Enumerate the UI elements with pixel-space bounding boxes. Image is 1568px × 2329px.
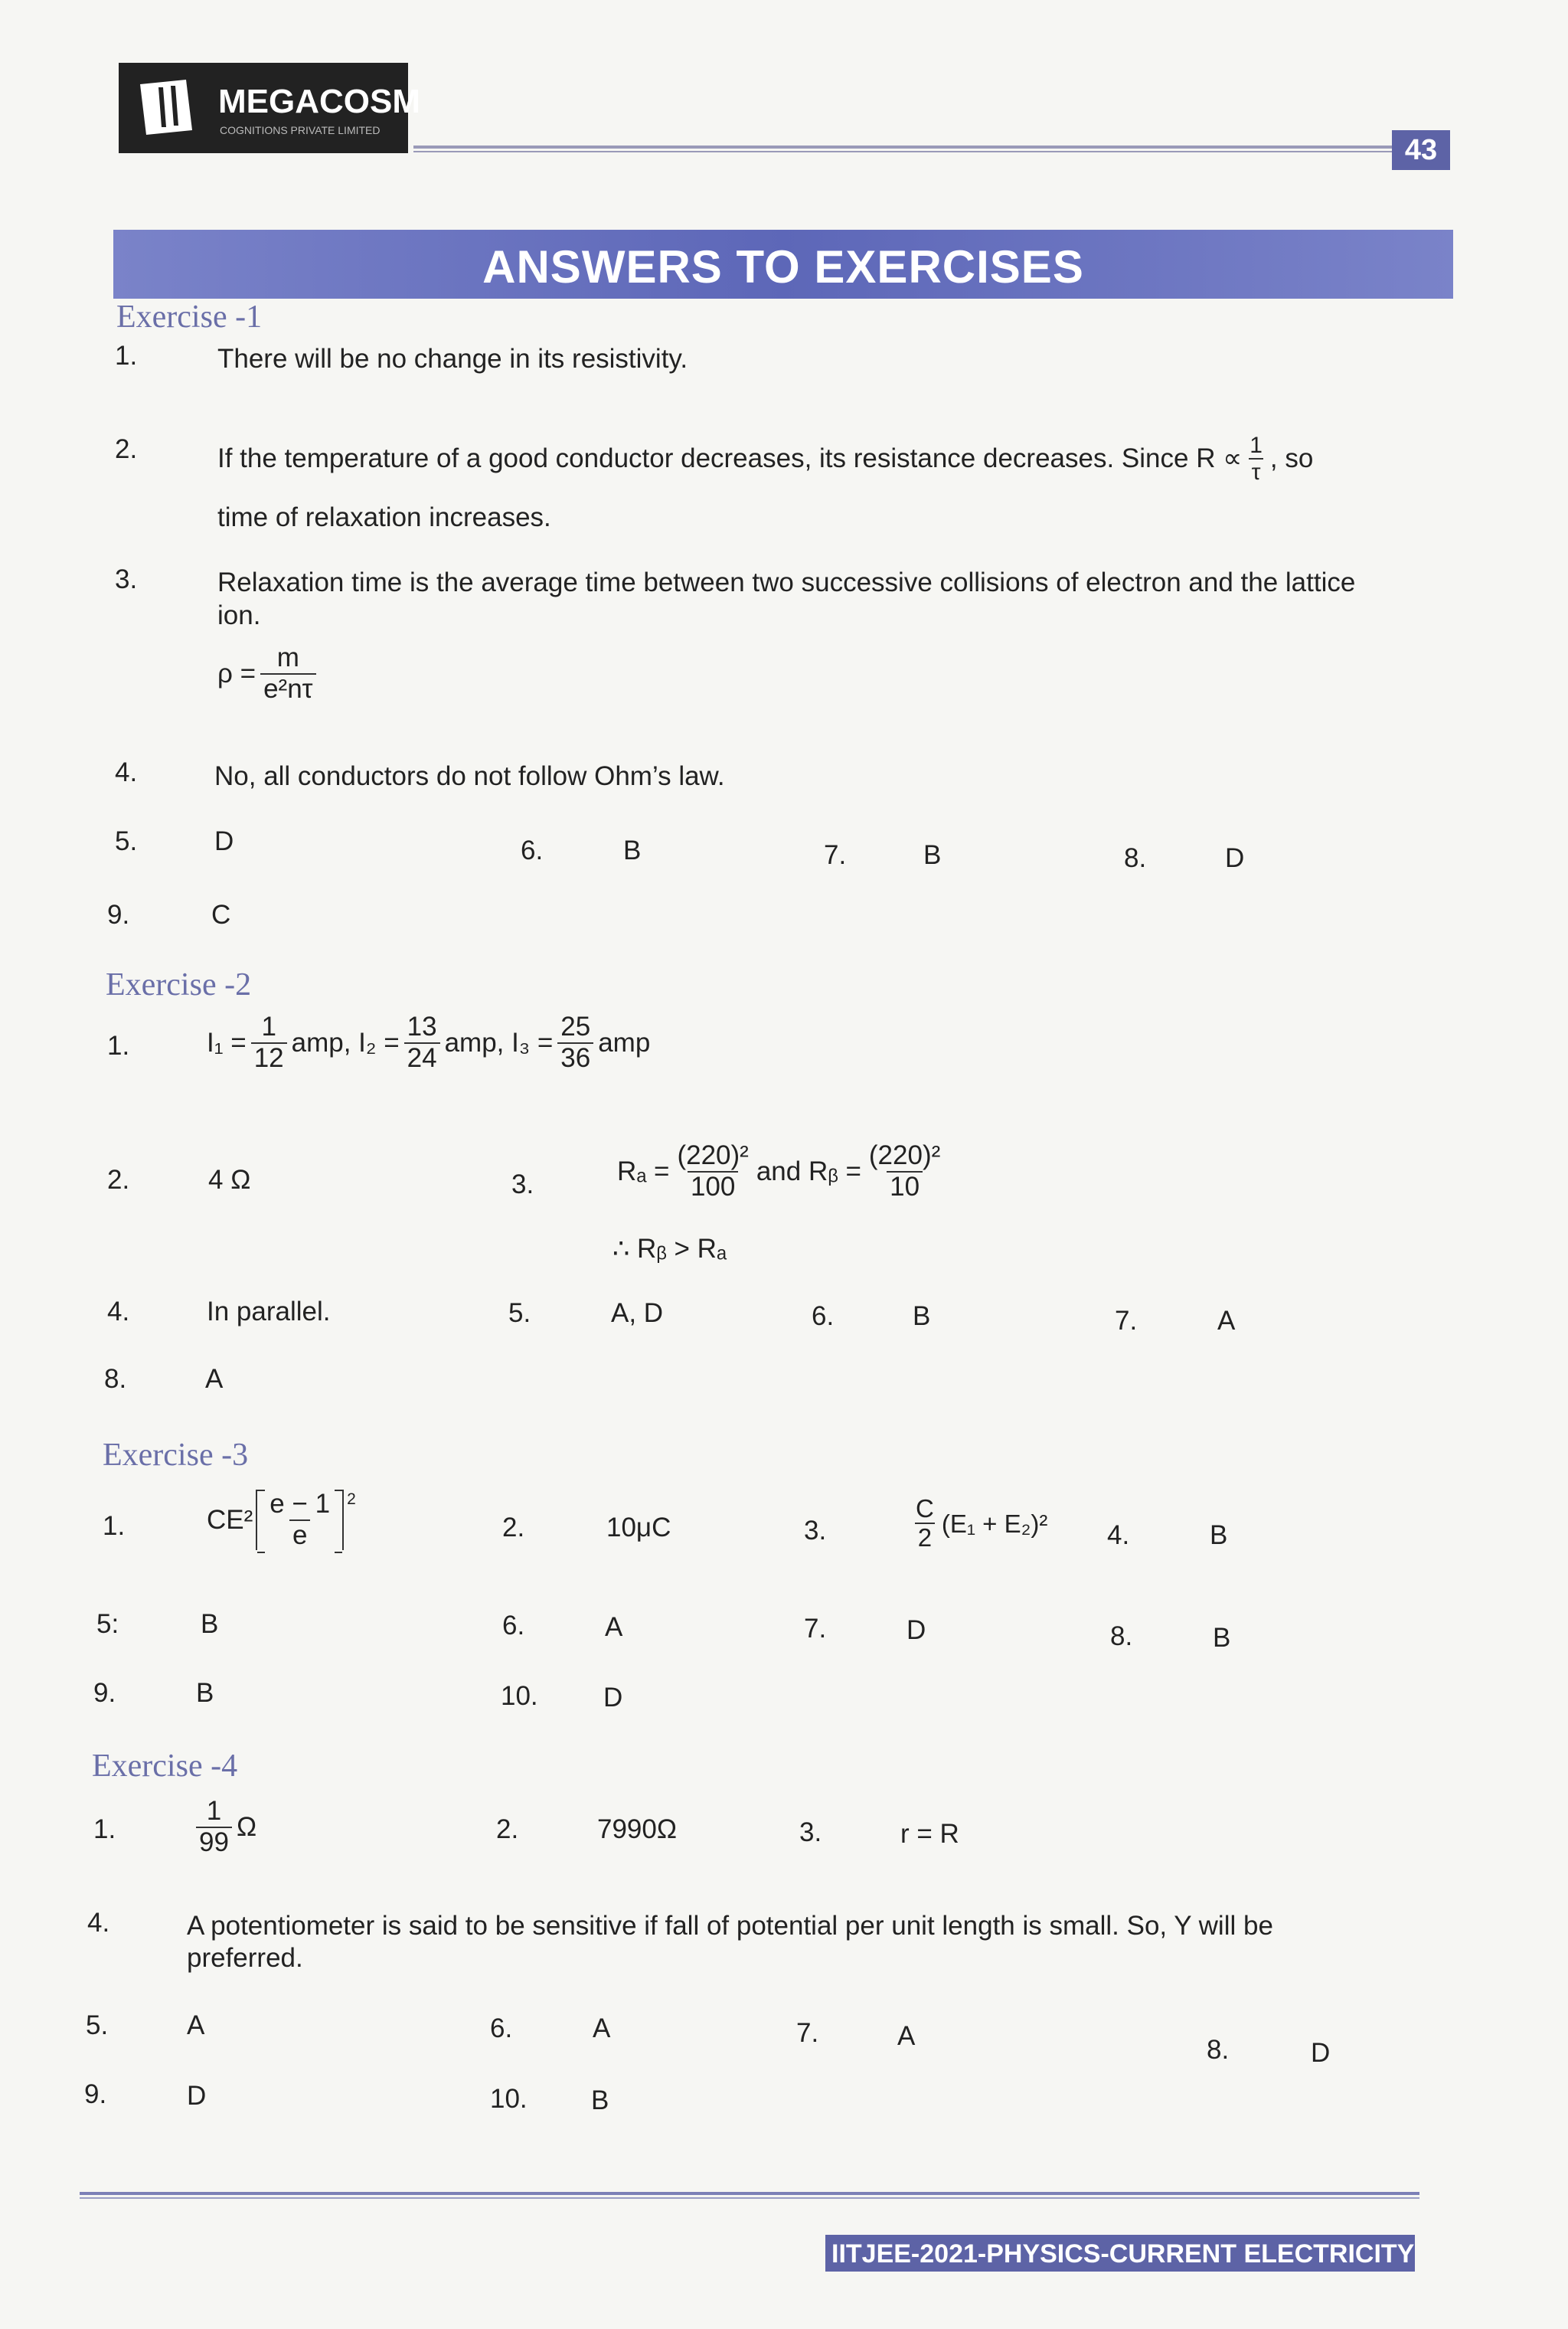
ex3-q5-number: 5: bbox=[96, 1609, 119, 1639]
ex4-q1-fraction bbox=[196, 1797, 232, 1857]
ex2-q1-i1: I₁ = bbox=[207, 1027, 247, 1058]
ex3-q3-number: 3. bbox=[804, 1516, 827, 1546]
page-number bbox=[1392, 130, 1450, 170]
ex3-q10-answer: D bbox=[603, 1683, 623, 1712]
logo bbox=[119, 63, 420, 153]
ex2-q3-frac2-den: 10 bbox=[887, 1171, 923, 1202]
ex2-q3-frac2-num: (220)² bbox=[868, 1140, 941, 1170]
ex1-q5-answer: D bbox=[214, 826, 234, 856]
ex1-q3-frac-den: e²nτ bbox=[260, 673, 315, 705]
ex1-q5-number: 5. bbox=[115, 826, 138, 856]
ex3-q5-answer: B bbox=[201, 1609, 219, 1639]
ex3-q1-ce: CE² bbox=[207, 1504, 253, 1535]
header-rule bbox=[413, 146, 1393, 149]
ex4-q4-number: 4. bbox=[87, 1908, 110, 1938]
logo-tagline: COGNITIONS PRIVATE LIMITED bbox=[220, 124, 381, 136]
exercise-2-heading: Exercise -2 bbox=[106, 967, 252, 1003]
ex4-q3-number: 3. bbox=[799, 1817, 822, 1847]
ex2-q6-answer: B bbox=[913, 1301, 931, 1331]
footer-rule-2 bbox=[80, 2197, 1419, 2199]
ex3-q3-frac-num: C bbox=[916, 1494, 934, 1523]
ex3-q9-number: 9. bbox=[93, 1678, 116, 1708]
ex3-q7-answer: D bbox=[906, 1615, 926, 1645]
ex2-q1-frac2 bbox=[404, 1012, 440, 1073]
ex3-q2-number: 2. bbox=[502, 1513, 525, 1542]
ex4-q9-number: 9. bbox=[84, 2079, 107, 2109]
ex2-q1-frac2-den: 24 bbox=[404, 1042, 440, 1074]
ex1-q2-frac-den: τ bbox=[1249, 458, 1264, 485]
ex3-q4-number: 4. bbox=[1107, 1520, 1130, 1550]
ex1-q9-answer: C bbox=[211, 900, 231, 930]
ex4-q4-line2: preferred. bbox=[187, 1943, 303, 1973]
ex1-q3-line1: Relaxation time is the average time between two successive collisions of electron and the lattice bbox=[217, 568, 1356, 597]
title-banner bbox=[113, 230, 1453, 299]
ex1-q2-text-a: If the temperature of a good conductor decreases, its resistance decreases. Since R ∝ bbox=[217, 443, 1243, 473]
ex2-q1-frac2-num: 13 bbox=[407, 1012, 437, 1042]
ex2-q3-frac2 bbox=[866, 1141, 943, 1202]
ex3-q1-square: 2 bbox=[347, 1490, 356, 1508]
ex4-q5-number: 5. bbox=[86, 2010, 109, 2040]
ex3-q9-answer: B bbox=[196, 1678, 214, 1708]
ex1-q3-lhs: ρ = bbox=[217, 658, 256, 689]
ex2-q3-frac1 bbox=[674, 1141, 751, 1202]
ex2-q1-frac3-den: 36 bbox=[557, 1042, 593, 1074]
ex4-q7-answer: A bbox=[897, 2021, 916, 2051]
ex2-q1-frac1 bbox=[251, 1012, 287, 1073]
page-number-text: 43 bbox=[1404, 134, 1438, 166]
ex4-q8-answer: D bbox=[1311, 2038, 1331, 2068]
ex2-q7-answer: A bbox=[1217, 1306, 1236, 1336]
ex3-q1-number: 1. bbox=[103, 1511, 126, 1541]
ex4-q5-answer: A bbox=[187, 2010, 205, 2040]
ex4-q1-number: 1. bbox=[93, 1814, 116, 1844]
ex4-q3-answer: r = R bbox=[900, 1819, 959, 1849]
ex4-q4-line1: A potentiometer is said to be sensitive if fall of potential per unit length is small. So, Y will be bbox=[187, 1911, 1273, 1941]
ex4-q10-answer: B bbox=[591, 2085, 609, 2115]
ex3-q8-answer: B bbox=[1213, 1623, 1231, 1653]
ex1-q3-line2: ion. bbox=[217, 600, 261, 630]
ex4-q8-number: 8. bbox=[1207, 2035, 1230, 2065]
logo-name: MEGACOSM bbox=[218, 83, 420, 120]
ex1-q8-number: 8. bbox=[1124, 843, 1147, 873]
ex1-q2-text-b: , so bbox=[1269, 443, 1314, 473]
ex2-q4-number: 4. bbox=[107, 1297, 130, 1326]
ex3-q10-number: 10. bbox=[501, 1681, 538, 1711]
exercise-1-heading: Exercise -1 bbox=[116, 299, 263, 335]
ex1-q3-fraction bbox=[260, 643, 315, 704]
ex2-q5-answer: A, D bbox=[611, 1298, 664, 1328]
ex1-q4-number: 4. bbox=[115, 757, 138, 787]
footer-rule bbox=[80, 2192, 1419, 2195]
exercise-3-heading: Exercise -3 bbox=[103, 1438, 249, 1473]
ex2-q1-formula bbox=[207, 1012, 650, 1073]
ex1-q7-number: 7. bbox=[824, 840, 847, 870]
ex3-q3-frac-den: 2 bbox=[915, 1523, 935, 1552]
ex1-q2-line2: time of relaxation increases. bbox=[217, 502, 551, 532]
ex2-q1-amp2: amp, I₃ = bbox=[444, 1027, 554, 1058]
ex4-q1-frac-den: 99 bbox=[196, 1827, 232, 1858]
ex4-q9-answer: D bbox=[187, 2081, 207, 2111]
ex3-q8-number: 8. bbox=[1110, 1621, 1133, 1651]
ex2-q4-answer: In parallel. bbox=[207, 1297, 331, 1326]
ex2-q1-frac3 bbox=[557, 1012, 593, 1073]
ex1-q2-frac-num: 1 bbox=[1250, 433, 1263, 458]
footer-text: IITJEE-2021-PHYSICS-CURRENT ELECTRICITY bbox=[831, 2239, 1415, 2268]
ex4-q1-unit: Ω bbox=[236, 1811, 257, 1842]
ex2-q2-number: 2. bbox=[107, 1165, 130, 1195]
ex2-q1-frac1-den: 12 bbox=[251, 1042, 287, 1074]
ex2-q3-and: and Rᵦ = bbox=[756, 1156, 861, 1186]
ex2-q8-number: 8. bbox=[104, 1364, 127, 1394]
ex3-q1-frac-num: e − 1 bbox=[270, 1489, 331, 1519]
ex1-q7-answer: B bbox=[923, 840, 942, 870]
ex3-q2-answer: 10μC bbox=[606, 1513, 671, 1542]
ex1-q2-fraction bbox=[1246, 433, 1266, 485]
book-icon bbox=[132, 77, 201, 138]
header-rule-2 bbox=[413, 151, 1393, 152]
footer-tag bbox=[825, 2235, 1415, 2272]
ex1-q4-text: No, all conductors do not follow Ohm’s law. bbox=[214, 761, 725, 791]
ex2-q1-number: 1. bbox=[107, 1031, 130, 1061]
ex4-q10-number: 10. bbox=[490, 2084, 528, 2114]
ex4-q7-number: 7. bbox=[796, 2018, 819, 2048]
ex2-q5-number: 5. bbox=[508, 1298, 531, 1328]
ex3-q1-frac-den: e bbox=[289, 1519, 310, 1551]
ex3-q1-formula bbox=[207, 1490, 356, 1550]
ex2-q1-amp1: amp, I₂ = bbox=[291, 1027, 400, 1058]
ex1-q1-number: 1. bbox=[115, 341, 138, 371]
ex3-q7-number: 7. bbox=[804, 1614, 827, 1644]
ex2-q3-ra: Rₐ = bbox=[617, 1156, 670, 1186]
ex3-q4-answer: B bbox=[1210, 1520, 1228, 1550]
ex2-q2-answer: 4 Ω bbox=[208, 1165, 251, 1195]
exercise-4-heading: Exercise -4 bbox=[92, 1748, 238, 1784]
page-title: ANSWERS TO EXERCISES bbox=[482, 241, 1084, 293]
ex3-q3-formula bbox=[908, 1495, 1047, 1552]
ex2-q3-frac1-den: 100 bbox=[688, 1171, 738, 1202]
ex3-q3-rest: (E₁ + E₂)² bbox=[941, 1509, 1048, 1538]
ex1-q3-frac-num: m bbox=[276, 643, 299, 672]
ex2-q8-answer: A bbox=[205, 1364, 224, 1394]
ex2-q3-formula bbox=[617, 1141, 948, 1202]
ex4-q2-answer: 7990Ω bbox=[597, 1814, 678, 1844]
ex4-q6-answer: A bbox=[593, 2013, 611, 2043]
ex1-q2-number: 2. bbox=[115, 434, 138, 464]
ex4-q6-number: 6. bbox=[490, 2013, 513, 2043]
ex3-q6-number: 6. bbox=[502, 1611, 525, 1640]
ex3-q1-fraction bbox=[266, 1490, 333, 1550]
ex1-q3-formula bbox=[217, 643, 321, 704]
ex3-q6-answer: A bbox=[605, 1612, 623, 1642]
ex1-q3-number: 3. bbox=[115, 564, 138, 594]
ex1-q1-text: There will be no change in its resistivity. bbox=[217, 344, 688, 374]
ex4-q1-formula bbox=[191, 1797, 256, 1857]
ex2-q3-number: 3. bbox=[511, 1169, 534, 1199]
ex2-q3-conclusion: ∴ Rᵦ > Rₐ bbox=[612, 1234, 727, 1264]
ex3-q3-fraction bbox=[913, 1495, 937, 1552]
ex4-q1-frac-num: 1 bbox=[206, 1796, 222, 1826]
ex1-q6-number: 6. bbox=[521, 836, 544, 865]
ex4-q2-number: 2. bbox=[496, 1814, 519, 1844]
ex2-q1-frac3-num: 25 bbox=[560, 1012, 591, 1042]
ex2-q1-amp3: amp bbox=[598, 1027, 651, 1058]
ex2-q7-number: 7. bbox=[1115, 1306, 1138, 1336]
ex2-q3-frac1-num: (220)² bbox=[677, 1140, 749, 1170]
ex2-q1-frac1-num: 1 bbox=[261, 1012, 276, 1042]
ex1-q2-line1 bbox=[217, 433, 1450, 485]
ex1-q6-answer: B bbox=[623, 836, 642, 865]
ex1-q8-answer: D bbox=[1225, 843, 1245, 873]
ex2-q6-number: 6. bbox=[812, 1301, 835, 1331]
ex1-q9-number: 9. bbox=[107, 900, 130, 930]
ex3-q1-bracket bbox=[256, 1490, 344, 1550]
